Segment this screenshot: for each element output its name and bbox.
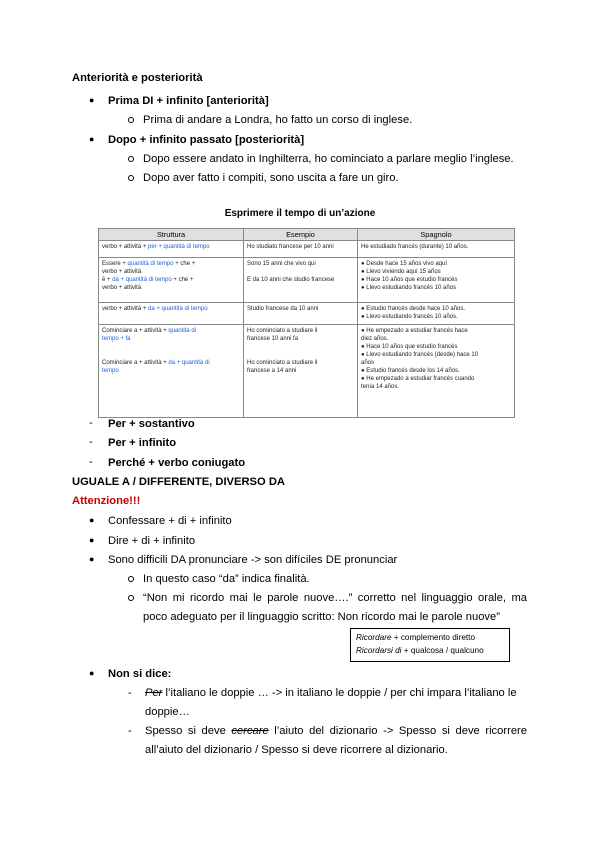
- table-cell: Cominciare a + attività + quantità di tempo + fa Cominciare a + attività + da + quantità di tempo: [99, 325, 244, 418]
- list-item: Per l’italiano le doppie … -> in italiano le doppie / per chi impara l’italiano le: [145, 687, 517, 699]
- dash-icon: -: [89, 436, 93, 448]
- list-subitem: Dopo essere andato in Inghilterra, ho cominciato a parlare meglio l’inglese.: [143, 153, 514, 165]
- table-cell: verbo + attività + per + quantità di tempo: [99, 241, 244, 258]
- table-cell: ● He empezado a estudiar francés hace diez años. ● Hace 10 años que estudio francés ● Llevo estudiando francés (desde) hace 10 años ● Estudio francés desde los 14 años. ● He empezado a estudiar francés cuando tenía 14 años.: [358, 325, 515, 418]
- bullet-icon: ●: [89, 668, 95, 678]
- table-cell: verbo + attività + da + quantità di tempo: [99, 303, 244, 325]
- table-cell: He estudiado francés (durante) 10 años.: [358, 241, 515, 258]
- section-title-uguale: UGUALE A / DIFFERENTE, DIVERSO DA: [72, 476, 285, 488]
- attention-label: Attenzione!!!: [72, 495, 141, 507]
- hollow-bullet-icon: [128, 117, 134, 123]
- hollow-bullet-icon: [128, 156, 134, 162]
- note-line: Ricordarsi di + qualcosa / qualcuno: [356, 646, 484, 655]
- list-item: Per + sostantivo: [108, 418, 195, 430]
- table-cell: Sono 15 anni che vivo qui È da 10 anni che studio francese: [244, 258, 358, 303]
- dash-icon: -: [89, 456, 93, 468]
- list-item: Prima DI + infinito [anteriorità]: [108, 95, 269, 107]
- column-header: Struttura: [99, 229, 244, 241]
- bullet-icon: ●: [89, 535, 95, 545]
- hollow-bullet-icon: [128, 576, 134, 582]
- column-header: Esempio: [244, 229, 358, 241]
- list-subitem: “Non mi ricordo mai le parole nuove….” corretto nel linguaggio orale, ma: [143, 592, 527, 604]
- list-item: Dopo + infinito passato [posteriorità]: [108, 134, 305, 146]
- table-row: [99, 258, 515, 303]
- table-row: [99, 303, 515, 325]
- table-cell: Essere + quantità di tempo + che + verbo + attività è + da + quantità di tempo + che + verbo + attività: [99, 258, 244, 303]
- dash-icon: -: [128, 725, 132, 737]
- list-item: Dire + di + infinito: [108, 535, 196, 547]
- hollow-bullet-icon: [128, 175, 134, 181]
- table-cell: Studio francese da 10 anni: [244, 303, 358, 325]
- bullet-icon: ●: [89, 515, 95, 525]
- list-item-continuation: all’aiuto del dizionario / Spesso si deve ricorrere al dizionario.: [145, 744, 448, 756]
- table-header-row: [99, 229, 515, 241]
- list-item: Confessare + di + infinito: [108, 515, 232, 527]
- list-item: Sono difficili DA pronunciare -> son difíciles DE pronunciar: [108, 554, 398, 566]
- time-expressions-table: [98, 228, 515, 418]
- note-box: [350, 628, 510, 662]
- table-cell: ● Estudio francés desde hace 10 años. ● Llevo estudiando francés 10 años.: [358, 303, 515, 325]
- note-line: Ricordare + complemento diretto: [356, 633, 476, 642]
- table-cell: Ho studiato francese per 10 anni: [244, 241, 358, 258]
- bullet-icon: ●: [89, 554, 95, 564]
- bullet-icon: ●: [89, 95, 95, 105]
- list-subitem-continuation: poco adeguato per il linguaggio scritto: Non ricordo mai le parole nuove”: [143, 611, 500, 623]
- table-row: [99, 241, 515, 258]
- list-item: Spesso si deve cercare l’aiuto del dizionario -> Spesso si deve ricorrere: [145, 725, 527, 737]
- table-cell: ● Desde hace 15 años vivo aquí ● Llevo viviendo aquí 15 años ● Hace 10 años que estudio francés ● Llevo estudiando francés 10 años: [358, 258, 515, 303]
- section-title-non-si-dice: Non si dice:: [108, 668, 172, 680]
- table-row: [99, 325, 515, 418]
- bullet-icon: ●: [89, 134, 95, 144]
- hollow-bullet-icon: [128, 595, 134, 601]
- section-title-anteriorita: Anteriorità e posteriorità: [72, 72, 203, 84]
- table-cell: Ho cominciato a studiare il francese 10 anni fa Ho cominciato a studiare il francese a 14 anni: [244, 325, 358, 418]
- list-subitem: Dopo aver fatto i compiti, sono uscita a fare un giro.: [143, 172, 399, 184]
- list-item: Per + infinito: [108, 437, 177, 449]
- column-header: Spagnolo: [358, 229, 515, 241]
- list-subitem: Prima di andare a Londra, ho fatto un corso di inglese.: [143, 114, 413, 126]
- list-subitem: In questo caso “da” indica finalità.: [143, 573, 310, 585]
- list-item: Perché + verbo coniugato: [108, 457, 246, 469]
- list-item-continuation: doppie…: [145, 706, 190, 718]
- dash-icon: -: [128, 687, 132, 699]
- table-title: Esprimere il tempo di un’azione: [224, 208, 376, 219]
- dash-icon: -: [89, 417, 93, 429]
